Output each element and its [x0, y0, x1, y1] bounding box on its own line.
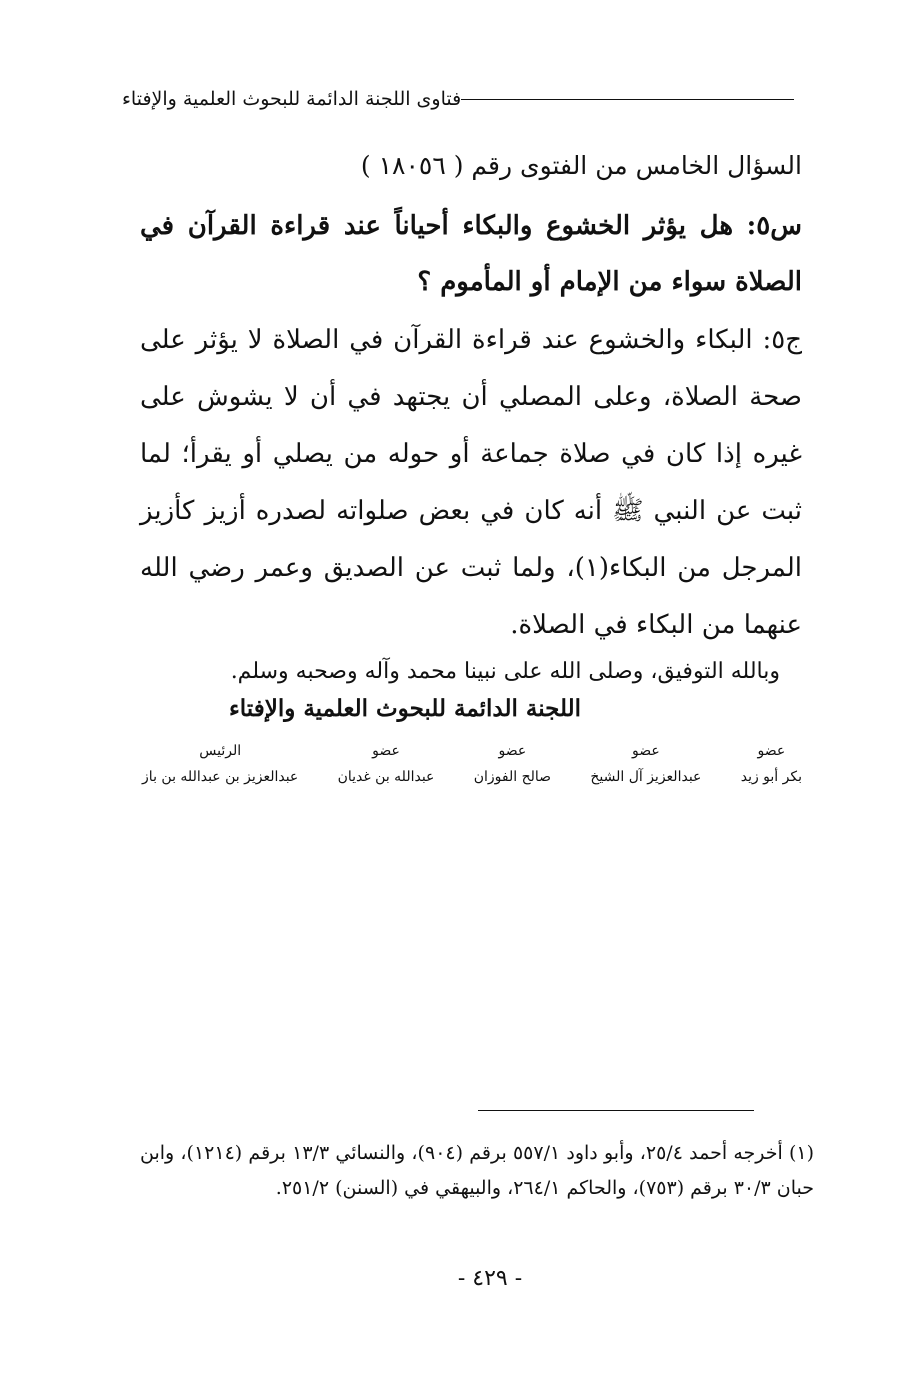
signature-member-2 [590, 738, 701, 790]
signature-name: عبدالعزيز آل الشيخ [590, 769, 702, 785]
signature-member-3 [474, 738, 551, 790]
header-rule [461, 99, 794, 100]
signature-member-1 [741, 738, 802, 790]
committee-title: اللجنة الدائمة للبحوث العلمية والإفتاء [228, 695, 582, 722]
signature-role: الرئيس [199, 743, 242, 759]
footnote-text: (١) أخرجه أحمد ٢٥/٤، وأبو داود ٥٥٧/١ برقم (٩٠٤)، والنسائي ١٣/٣ برقم (١٢١٤)، وابن حبان ٣٠/٣ برقم (٧٥٣)، والحاكم ٢٦٤/١، والبيهقي في (السنن) ٢٥١/٢. [140, 1142, 815, 1199]
signature-role: عضو [757, 743, 786, 759]
signature-name: عبدالعزيز بن عبدالله بن باز [142, 769, 299, 785]
signature-block [142, 738, 802, 790]
signature-role: عضو [498, 743, 527, 759]
page-number: - ٤٢٩ - [457, 1266, 523, 1291]
signature-name: عبدالله بن غديان [337, 769, 435, 785]
footnote-separator [478, 1110, 754, 1111]
signature-role: عضو [372, 743, 400, 759]
answer-text: ج٥: البكاء والخشوع عند قراءة القرآن في الصلاة لا يؤثر على صحة الصلاة، وعلى المصلي أن يجتهد في أن لا يشوش على غيره إذا كان في صلاة جماعة أو حوله من يصلي أو يقرأ؛ لما ثبت عن النبي ﷺ أنه كان في بعض صلواته لصدره أزيز كأزيز المرجل من البكاء(١)، ولما ثبت عن الصديق وعمر رضي الله عنهما من البكاء في الصلاة. [140, 325, 802, 640]
signature-role: عضو [632, 743, 660, 759]
running-title: فتاوى اللجنة الدائمة للبحوث العلمية والإفتاء [122, 88, 462, 110]
signature-chairman [142, 738, 298, 790]
closing-text: وبالله التوفيق، وصلى الله على نبينا محمد وآله وصحبه وسلم. [230, 659, 780, 684]
running-header [122, 88, 802, 110]
question-reference: السؤال الخامس من الفتوى رقم ( ١٨٠٥٦ ) [360, 151, 802, 180]
signature-name: صالح الفوزان [473, 769, 552, 785]
signature-name: بكر أبو زيد [740, 769, 802, 785]
question-text: س٥: هل يؤثر الخشوع والبكاء أحياناً عند قراءة القرآن في الصلاة سواء من الإمام أو المأموم ؟ [140, 211, 802, 297]
signature-member-4 [338, 738, 435, 790]
